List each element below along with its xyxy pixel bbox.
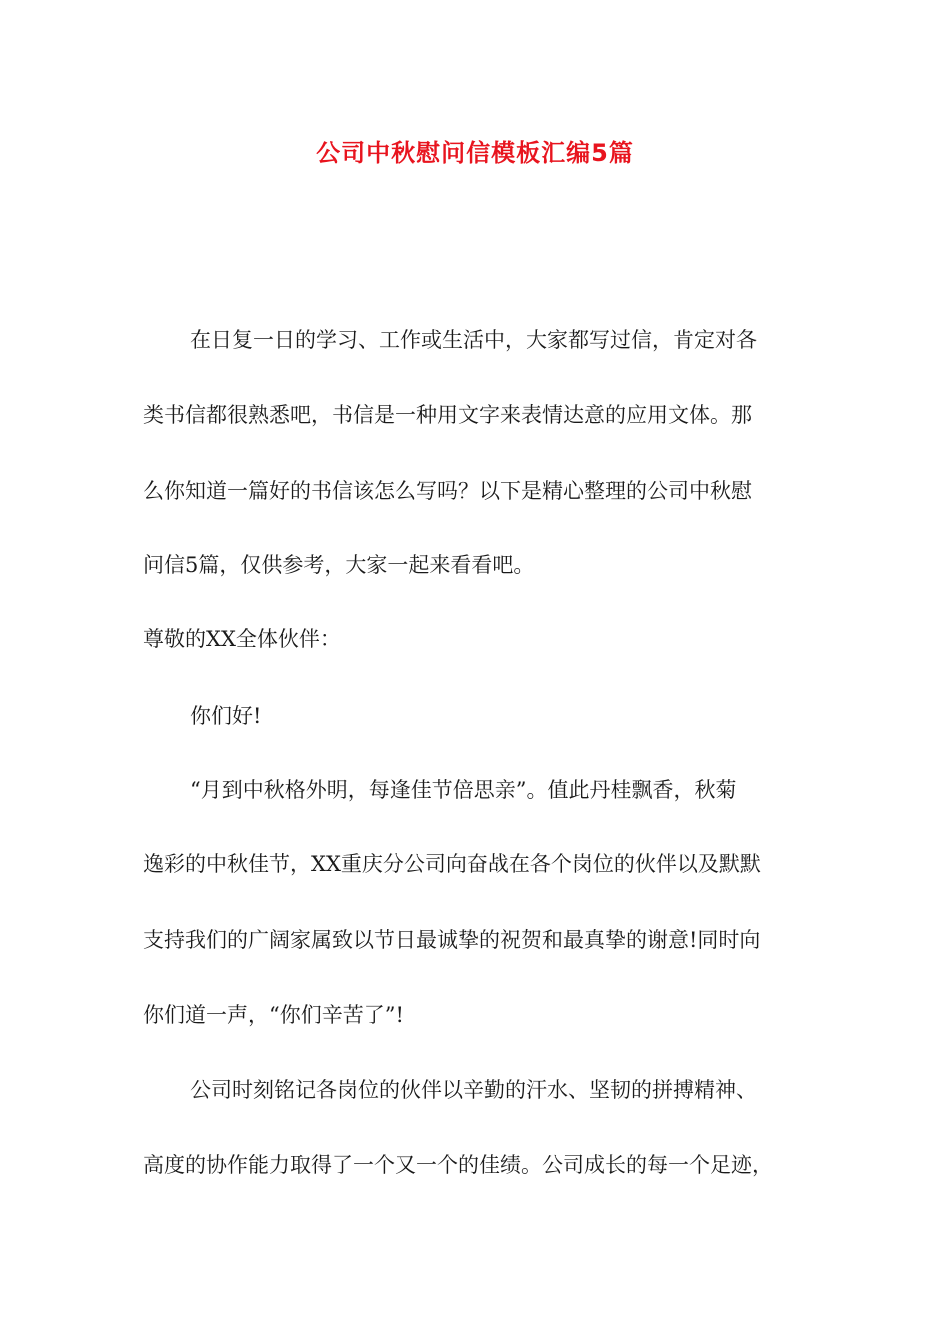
greeting: 你们好! [190, 704, 262, 728]
body-line-2: 逸彩的中秋佳节，XX重庆分公司向奋战在各个岗位的伙伴以及默默 [143, 852, 761, 876]
body-line-6: 高度的协作能力取得了一个又一个的佳绩。公司成长的每一个足迹， [143, 1153, 773, 1177]
salutation: 尊敬的XX全体伙伴： [143, 627, 341, 651]
intro-line-4: 问信5篇，仅供参考，大家一起来看看吧。 [143, 553, 535, 577]
body-line-5: 公司时刻铭记各岗位的伙伴以辛勤的汗水、坚韧的拼搏精神、 [190, 1078, 757, 1102]
body-line-1: “月到中秋格外明，每逢佳节倍思亲”。值此丹桂飘香，秋菊 [190, 778, 737, 802]
body-line-4: 你们道一声，“你们辛苦了”! [143, 1003, 404, 1027]
intro-line-3: 么你知道一篇好的书信该怎么写吗？以下是精心整理的公司中秋慰 [143, 479, 752, 503]
body-line-3: 支持我们的广阔家属致以节日最诚挚的祝贺和最真挚的谢意!同时向 [143, 928, 761, 952]
intro-line-2: 类书信都很熟悉吧，书信是一种用文字来表情达意的应用文体。那 [143, 403, 752, 427]
intro-line-1: 在日复一日的学习、工作或生活中，大家都写过信，肯定对各 [190, 328, 757, 352]
document-title: 公司中秋慰问信模板汇编5篇 [316, 139, 634, 167]
